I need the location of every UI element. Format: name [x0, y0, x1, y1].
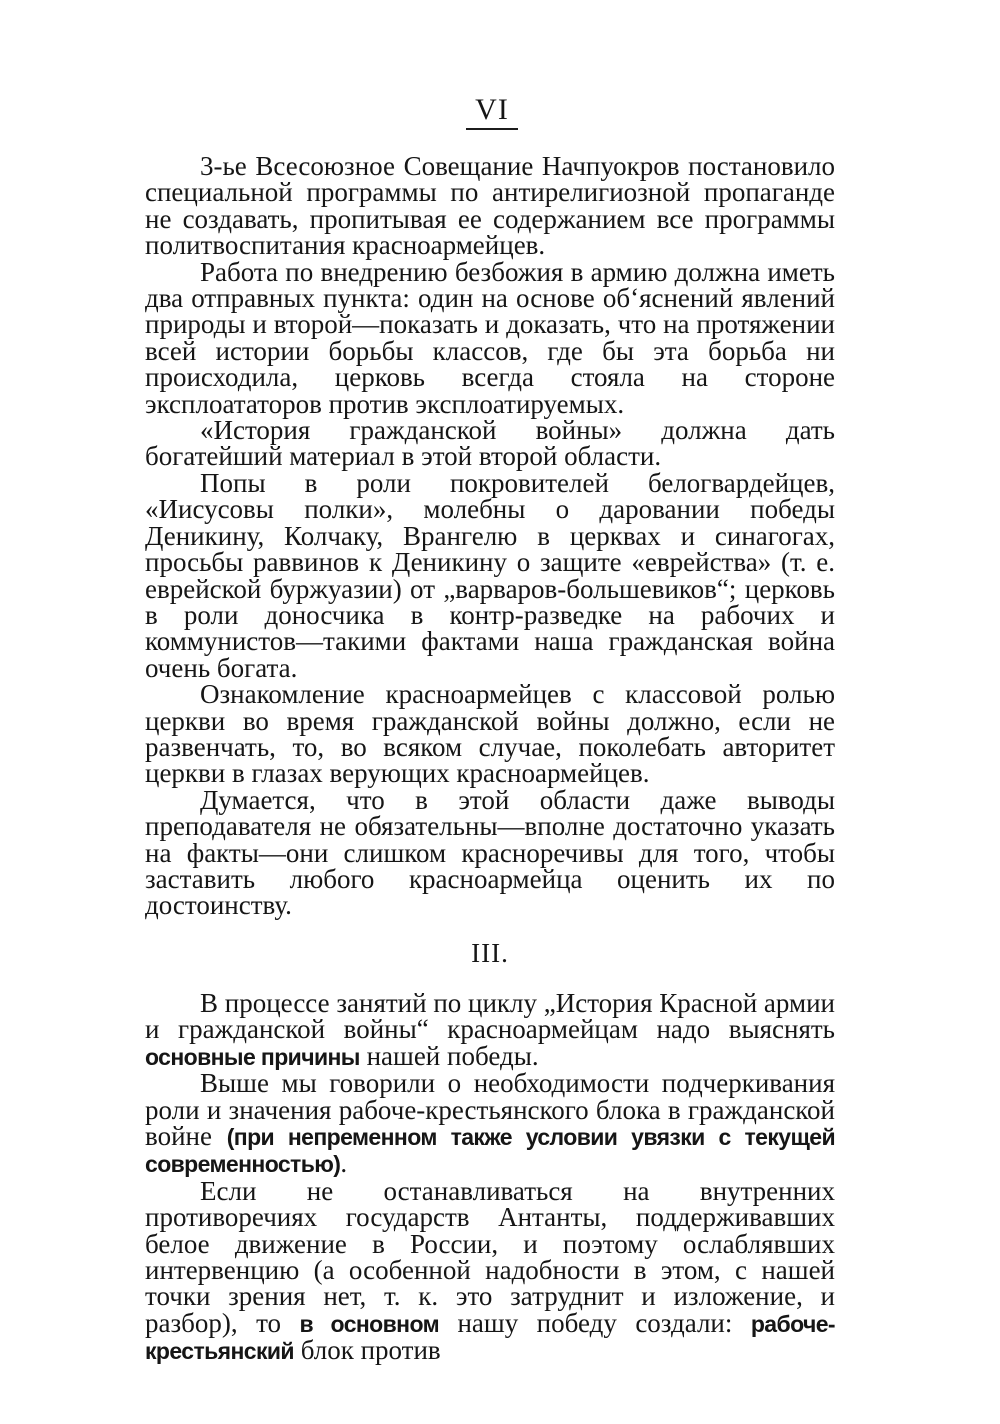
paragraph-9-bold-text-2: рабоче-крестьянский [145, 1310, 835, 1365]
paragraph-1: 3-ье Всесоюзное Совещание Начпуокров постановило специальной программы по антирелигиозной пропаганде не создавать, пропитывая ее содержанием все программы политвоспитания красноармейцев. [145, 151, 835, 261]
paragraph-7-bold-text: основные причины [145, 1043, 360, 1070]
paragraph-9-bold-text-1: в основном [299, 1310, 440, 1337]
paragraph-3: «История гражданской войны» должна дать богатейший материал в этой второй области. [145, 415, 835, 472]
paragraph-7 [145, 990, 835, 1070]
paragraph-2: Работа по внедрению безбожия в армию должна иметь два отправных пункта: один на основе об‘яснений явлений природы и второй—показать и доказать, что на протяжении всей истории борьбы классов, где бы эта борьба ни происходила, церковь всегда стояла на стороне эксплоататоров против эксплоатируемых. [145, 256, 835, 419]
text-block-before-section [145, 153, 835, 919]
paragraph-8-text-c: . [340, 1148, 348, 1179]
paragraph-8-text-a: Выше мы говорили о необходимости подчеркивания роли и значения рабоче-крестьянского блока в гражданской войне [145, 1068, 835, 1152]
paragraph-5: Ознакомление красноармейцев с классовой ролью церкви во время гражданской войны должно, если не развенчать, то, во всяком случае, поколебать авторитет церкви в глазах верующих красноармейцев. [145, 679, 835, 789]
paragraph-7-text-c: нашей победы. [359, 1040, 539, 1071]
paragraph-8-bold-text: (при непременном также условии увязки с текущей современностью) [145, 1124, 836, 1178]
paragraph-9-text-e: блок против [293, 1335, 441, 1366]
paragraph-9-text-a: Если не останавливаться на внутренних противоречиях государств Антанты, поддерживавших белое движение в России, и поэтому ослаблявших интервенцию (а особенной надобности в этом, с нашей точки зрения нет, т. к. это затруднит и изложение, и разбор), то [145, 1175, 835, 1338]
paragraph-6: Думается, что в этой области даже выводы преподавателя не обязательны—вполне достаточно указать на факты—они слишком красноречивы для того, чтобы заставить любого красноармейца оценить их по достоинству. [145, 784, 835, 921]
page-number: VI [475, 93, 509, 126]
page-number-underline [466, 128, 518, 130]
paragraph-4: Попы в роли покровителей белогвардейцев, «Иисусовы полки», молебны о даровании победы Деникину, Колчаку, Врангелю в церквах и синагогах, просьбы раввинов к Деникину о защите «еврейства» (т. е. еврейской буржуазии) от „варваров-большевиков“; церковь в роли доносчика в контр-разведке на рабочих и коммунистов—такими фактами наша гражданская война очень богата. [145, 467, 835, 683]
paragraph-9-text-c: нашу победу создали: [439, 1307, 751, 1338]
section-heading: III. [471, 938, 509, 968]
paragraph-8 [145, 1070, 835, 1178]
text-block-section-3 [145, 990, 835, 1365]
paragraph-9 [145, 1175, 835, 1366]
paragraph-7-text-a: В процессе занятий по циклу „История Красной армии и гражданской войны“ красноармейцам надо выяснять [145, 988, 835, 1045]
